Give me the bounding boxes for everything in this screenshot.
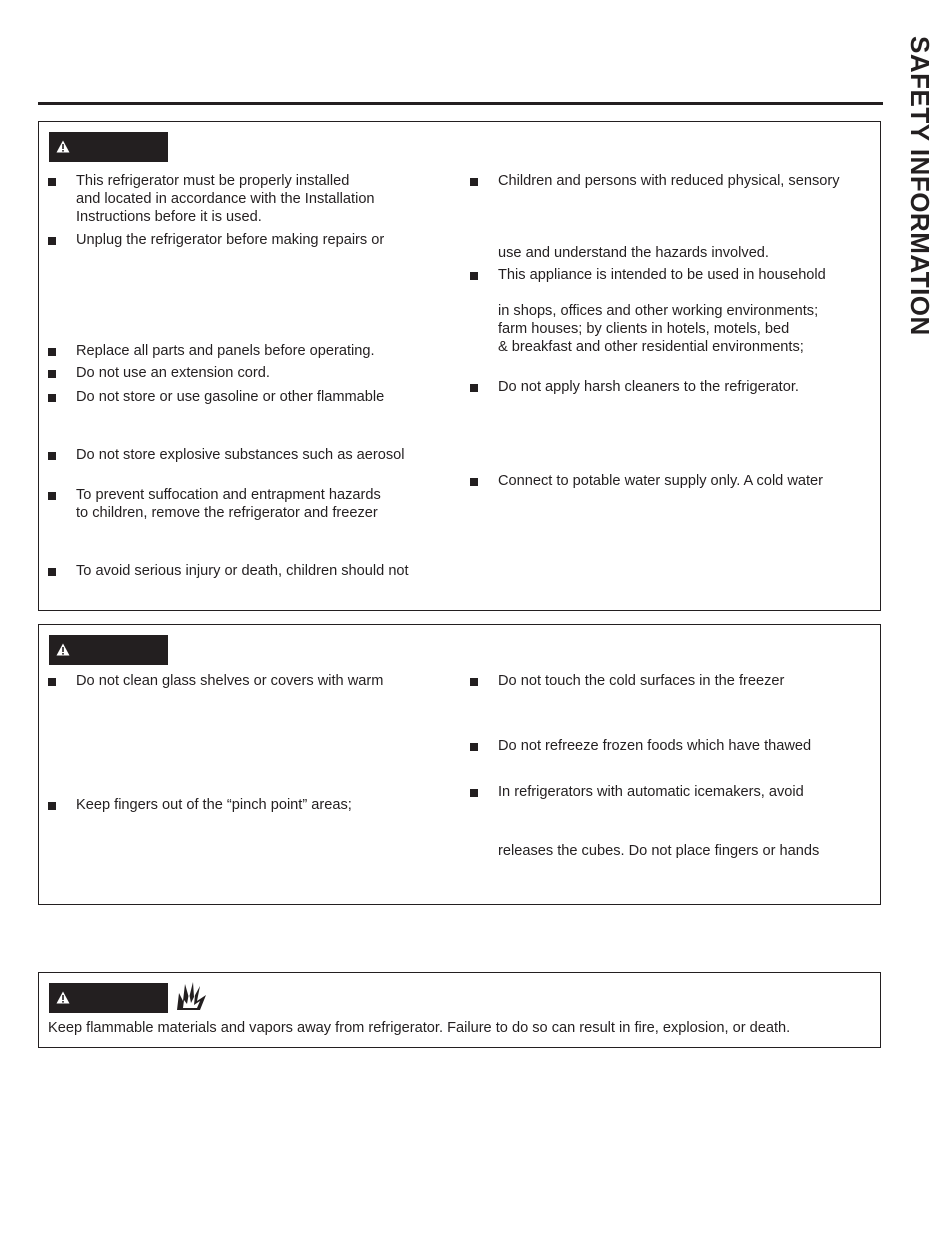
- list-item: Do not clean glass shelves or covers with warm: [48, 672, 448, 690]
- warning-triangle-icon: [56, 991, 70, 1004]
- list-item: Do not refreeze frozen foods which have thawed: [470, 737, 875, 755]
- square-bullet-icon: [48, 237, 56, 245]
- square-bullet-icon: [470, 743, 478, 751]
- list-item: In refrigerators with automatic icemakers, avoid: [470, 783, 875, 801]
- square-bullet-icon: [470, 384, 478, 392]
- square-bullet-icon: [470, 789, 478, 797]
- square-bullet-icon: [48, 568, 56, 576]
- list-item: Do not store explosive substances such as aerosol: [48, 446, 458, 464]
- list-item: Do not store or use gasoline or other flammable: [48, 388, 448, 406]
- list-item: Unplug the refrigerator before making repairs or: [48, 231, 448, 249]
- square-bullet-icon: [48, 802, 56, 810]
- list-item: This appliance is intended to be used in household: [470, 266, 875, 284]
- warning-label: [49, 132, 168, 162]
- list-item: This refrigerator must be properly installed and located in accordance with the Installation Instructions before it is used.: [48, 172, 448, 226]
- warning-triangle-icon: [56, 643, 70, 656]
- section-title: SAFETY INFORMATION: [905, 36, 935, 336]
- list-item: Replace all parts and panels before operating.: [48, 342, 448, 360]
- square-bullet-icon: [48, 452, 56, 460]
- list-item: Children and persons with reduced physical, sensory: [470, 172, 875, 190]
- square-bullet-icon: [48, 394, 56, 402]
- square-bullet-icon: [48, 492, 56, 500]
- caution-label: [49, 635, 168, 665]
- list-item: Connect to potable water supply only. A cold water: [470, 472, 875, 490]
- list-item: To prevent suffocation and entrapment hazards to children, remove the refrigerator and freezer: [48, 486, 448, 522]
- warning-label: [49, 983, 168, 1013]
- list-item-continuation: use and understand the hazards involved.: [498, 245, 769, 261]
- warning-box-general: [38, 121, 881, 611]
- square-bullet-icon: [470, 678, 478, 686]
- fire-warning-box: [38, 972, 881, 1048]
- list-item: Do not touch the cold surfaces in the freezer: [470, 672, 875, 690]
- list-item: To avoid serious injury or death, children should not: [48, 562, 458, 580]
- list-item-continuation: in shops, offices and other working environments; farm houses; by clients in hotels, motels, bed & breakfast and other residential environments;: [498, 303, 819, 355]
- square-bullet-icon: [48, 178, 56, 186]
- list-item: Do not apply harsh cleaners to the refrigerator.: [470, 378, 875, 396]
- square-bullet-icon: [470, 272, 478, 280]
- list-item: Do not use an extension cord.: [48, 364, 448, 382]
- top-rule: [38, 102, 883, 105]
- list-item-continuation: releases the cubes. Do not place fingers or hands: [498, 843, 820, 859]
- warning-triangle-icon: [56, 140, 70, 153]
- square-bullet-icon: [48, 678, 56, 686]
- square-bullet-icon: [48, 348, 56, 356]
- square-bullet-icon: [48, 370, 56, 378]
- square-bullet-icon: [470, 478, 478, 486]
- explosion-icon: [174, 981, 208, 1011]
- list-item: Keep fingers out of the “pinch point” areas;: [48, 796, 448, 814]
- fire-warning-text: Keep flammable materials and vapors away from refrigerator. Failure to do so can result in fire, explosion, or death.: [48, 1020, 791, 1036]
- square-bullet-icon: [470, 178, 478, 186]
- caution-box: [38, 624, 881, 905]
